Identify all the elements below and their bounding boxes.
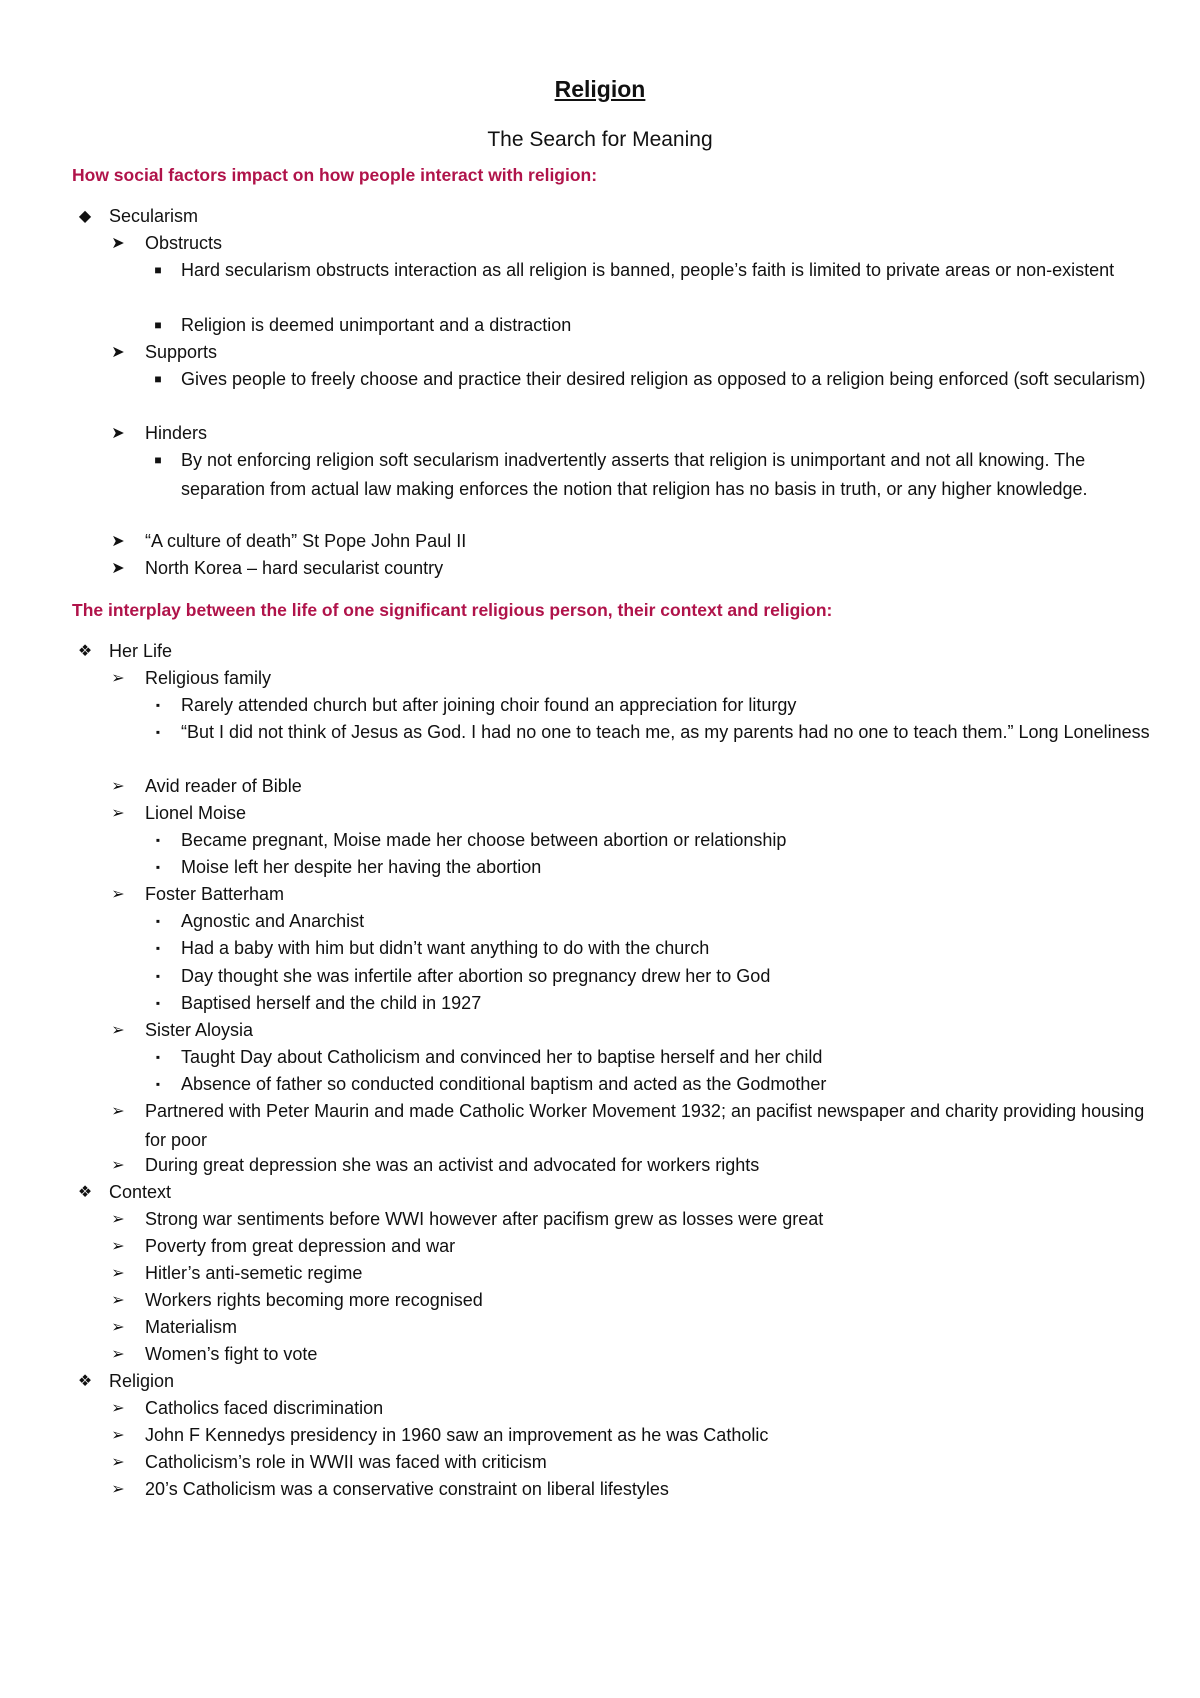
section-heading-interplay: The interplay between the life of one significant religious person, their context and religion: [72, 600, 833, 620]
arrowhead-bullet-icon: ➤ [111, 560, 125, 577]
list-item-text: Religion is deemed unimportant and a distraction [181, 315, 572, 335]
list-item-text: Religion [109, 1371, 175, 1391]
arrowhead-bullet-icon: ➢ [111, 805, 125, 822]
list-item [148, 446, 1152, 505]
list-item [148, 718, 1152, 747]
list-item-text: During great depression she was an activist and advocated for workers rights [145, 1155, 760, 1175]
list-item [72, 202, 1152, 231]
square-bullet-icon: ▪ [155, 996, 161, 1010]
arrowhead-bullet-icon: ➢ [111, 778, 125, 795]
list-item [108, 1259, 1152, 1288]
list-item [148, 311, 1152, 340]
list-item [108, 229, 1152, 258]
arrowhead-bullet-icon: ➢ [111, 1238, 125, 1255]
list-item-text: Hinders [145, 423, 208, 443]
list-item-text: North Korea – hard secularist country [145, 558, 444, 578]
list-item [108, 880, 1152, 909]
list-item [108, 1151, 1152, 1180]
list-item-text: Supports [145, 342, 218, 362]
list-item [108, 1394, 1152, 1423]
arrowhead-bullet-icon: ➢ [111, 1103, 125, 1120]
list-item [108, 1286, 1152, 1315]
list-item [108, 1421, 1152, 1450]
list-item [108, 1205, 1152, 1234]
arrowhead-bullet-icon: ➤ [111, 425, 125, 442]
list-item-text: Her Life [109, 641, 173, 661]
list-item-text: Materialism [145, 1317, 238, 1337]
list-item-text: Sister Aloysia [145, 1020, 254, 1040]
list-item-text: Became pregnant, Moise made her choose between abortion or relationship [181, 830, 787, 850]
square-bullet-icon: ▪ [155, 1077, 161, 1091]
list-item [108, 1448, 1152, 1477]
list-item [108, 1313, 1152, 1342]
list-item [72, 1367, 1152, 1396]
list-item [148, 989, 1152, 1018]
list-item [108, 527, 1152, 556]
list-item [108, 1475, 1152, 1504]
list-item [108, 1097, 1152, 1156]
arrowhead-bullet-icon: ➤ [111, 533, 125, 550]
list-item-text: Absence of father so conducted conditional baptism and acted as the Godmother [181, 1074, 827, 1094]
list-item-text: Avid reader of Bible [145, 776, 302, 796]
list-item [108, 1232, 1152, 1261]
square-bullet-icon: ■ [154, 263, 162, 277]
four-diamond-bullet-icon: ❖ [77, 1373, 93, 1390]
square-bullet-icon: ▪ [155, 941, 161, 955]
square-bullet-icon: ■ [154, 318, 162, 332]
arrowhead-bullet-icon: ➢ [111, 1265, 125, 1282]
list-item [148, 691, 1152, 720]
square-bullet-icon: ▪ [155, 833, 161, 847]
list-item-text: By not enforcing religion soft secularism inadvertently asserts that religion is unimportant and not all knowing. The separation from actual law making enforces the notion that religion has no basis in truth, or any higher knowledge. [181, 450, 1088, 500]
list-item [148, 365, 1152, 394]
list-item [148, 826, 1152, 855]
list-item [108, 799, 1152, 828]
list-item [148, 256, 1152, 285]
list-item [108, 772, 1152, 801]
arrowhead-bullet-icon: ➢ [111, 1454, 125, 1471]
list-item [108, 419, 1152, 448]
list-item-text: 20’s Catholicism was a conservative constraint on liberal lifestyles [145, 1479, 669, 1499]
arrowhead-bullet-icon: ➤ [111, 344, 125, 361]
list-item [148, 934, 1152, 963]
list-item [148, 907, 1152, 936]
list-item [108, 554, 1152, 583]
arrowhead-bullet-icon: ➢ [111, 1319, 125, 1336]
list-item-text: Taught Day about Catholicism and convinced her to baptise herself and her child [181, 1047, 823, 1067]
list-item-text: Moise left her despite her having the abortion [181, 857, 542, 877]
square-bullet-icon: ▪ [155, 914, 161, 928]
list-item-text: Day thought she was infertile after abortion so pregnancy drew her to God [181, 966, 771, 986]
list-item [148, 962, 1152, 991]
list-item-text: Catholics faced discrimination [145, 1398, 384, 1418]
arrowhead-bullet-icon: ➢ [111, 1157, 125, 1174]
list-item-text: Rarely attended church but after joining choir found an appreciation for liturgy [181, 695, 797, 715]
list-item [148, 853, 1152, 882]
list-item-text: Strong war sentiments before WWI however after pacifism grew as losses were great [145, 1209, 824, 1229]
list-item-text: Obstructs [145, 233, 223, 253]
list-item-text: Religious family [145, 668, 272, 688]
arrowhead-bullet-icon: ➢ [111, 1022, 125, 1039]
list-item [72, 637, 1152, 666]
list-item-text: Hard secularism obstructs interaction as all religion is banned, people’s faith is limited to private areas or non-existent [181, 260, 1115, 280]
arrowhead-bullet-icon: ➢ [111, 1427, 125, 1444]
list-item [108, 1016, 1152, 1045]
arrowhead-bullet-icon: ➤ [111, 235, 125, 252]
list-item-text: Context [109, 1182, 172, 1202]
square-bullet-icon: ▪ [155, 698, 161, 712]
square-bullet-icon: ▪ [155, 969, 161, 983]
list-item-text: Agnostic and Anarchist [181, 911, 365, 931]
list-item [108, 664, 1152, 693]
page-subtitle: The Search for Meaning [487, 128, 713, 151]
list-item-text: Foster Batterham [145, 884, 285, 904]
square-bullet-icon: ■ [154, 372, 162, 386]
square-bullet-icon: ■ [154, 453, 162, 467]
list-item [148, 1070, 1152, 1099]
list-item-text: “A culture of death” St Pope John Paul II [145, 531, 467, 551]
list-item-text: Lionel Moise [145, 803, 247, 823]
list-item-text: John F Kennedys presidency in 1960 saw an improvement as he was Catholic [145, 1425, 769, 1445]
list-item-text: Had a baby with him but didn’t want anything to do with the church [181, 938, 710, 958]
list-item-text: Hitler’s anti-semetic regime [145, 1263, 363, 1283]
diamond-bullet-icon: ◆ [78, 208, 92, 225]
list-item-text: Poverty from great depression and war [145, 1236, 456, 1256]
list-item [72, 1178, 1152, 1207]
square-bullet-icon: ▪ [155, 860, 161, 874]
list-item [108, 1340, 1152, 1369]
square-bullet-icon: ▪ [155, 1050, 161, 1064]
arrowhead-bullet-icon: ➢ [111, 670, 125, 687]
list-item-text: Women’s fight to vote [145, 1344, 318, 1364]
list-item [148, 1043, 1152, 1072]
arrowhead-bullet-icon: ➢ [111, 1346, 125, 1363]
arrowhead-bullet-icon: ➢ [111, 1481, 125, 1498]
four-diamond-bullet-icon: ❖ [77, 1184, 93, 1201]
section-heading-social-factors: How social factors impact on how people interact with religion: [72, 165, 598, 185]
arrowhead-bullet-icon: ➢ [111, 886, 125, 903]
arrowhead-bullet-icon: ➢ [111, 1211, 125, 1228]
list-item-text: Gives people to freely choose and practice their desired religion as opposed to a religion being enforced (soft secularism) [181, 369, 1146, 389]
arrowhead-bullet-icon: ➢ [111, 1292, 125, 1309]
list-item-text: “But I did not think of Jesus as God. I had no one to teach me, as my parents had no one to teach them.” Long Loneliness [181, 722, 1150, 742]
list-item-text: Secularism [109, 206, 199, 226]
square-bullet-icon: ▪ [155, 725, 161, 739]
list-item-text: Catholicism’s role in WWII was faced with criticism [145, 1452, 547, 1472]
list-item-text: Partnered with Peter Maurin and made Catholic Worker Movement 1932; an pacifist newspaper and charity providing housing for poor [145, 1101, 1145, 1151]
page-title: Religion [554, 76, 646, 102]
list-item-text: Baptised herself and the child in 1927 [181, 993, 482, 1013]
list-item-text: Workers rights becoming more recognised [145, 1290, 483, 1310]
four-diamond-bullet-icon: ❖ [77, 643, 93, 660]
arrowhead-bullet-icon: ➢ [111, 1400, 125, 1417]
list-item [108, 338, 1152, 367]
